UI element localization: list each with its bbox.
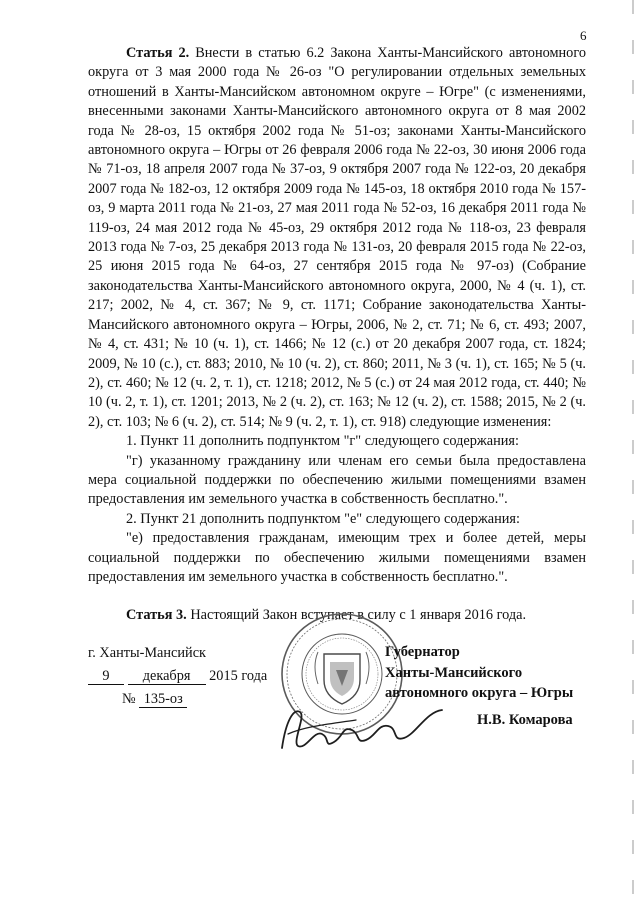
city: г. Ханты-Мансийск <box>88 645 206 661</box>
scan-edge-marks <box>632 0 634 905</box>
signatory-name: Н.В. Комарова <box>477 712 573 728</box>
law-number-value: 135-оз <box>139 691 187 708</box>
place-and-date <box>88 642 288 711</box>
date-month: декабря <box>128 668 206 685</box>
handwritten-signature-icon <box>276 690 446 760</box>
page-number: 6 <box>580 28 587 43</box>
signatory-title-line-1: Губернатор <box>385 644 460 660</box>
article-2-heading: Статья 2. <box>126 45 190 61</box>
date-day: 9 <box>88 668 124 685</box>
article-3-heading: Статья 3. <box>126 607 187 624</box>
date-year: 2015 года <box>209 668 268 684</box>
article-2-intro <box>88 44 586 432</box>
signatory-title-line-2: Ханты-Мансийского <box>385 664 523 681</box>
article-2-intro-text: Внести в статью 6.2 Закона Ханты-Мансийского автономного округа от 3 мая 2000 года № 26-оз "О регулировании отдельных земельных отношений в Ханты-Мансийском автономном округе – Югре" (с изменениями, внесенными законами Ханты-Мансийского автономного округа от 8 мая 2002 года № 28-оз, 15 октября 2002 года № 51-оз; законами Ханты-Мансийского автономного округа – Югры от 26 февраля 2006 года № 22-оз, 30 июня 2006 года № 71-оз, 18 апреля 2007 года № 37-оз, 9 октября 2007 года № 122-оз, 20 декабря 2007 года № 182-оз, 12 октября 2009 года № 145-оз, 18 октября 2010 года № 157-оз, 9 марта 2011 года № 21-оз, 27 мая 2011 года № 52-оз, 16 декабря 2011 года № 119-оз, 24 мая 2012 года № 45-оз, 29 октября 2012 года № 118-оз, 23 февраля 2013 года № 7-оз, 25 декабря 2013 года № 131-оз, 20 февраля 2015 года № 22-оз, 25 июня 2015 года № 64-оз, 27 сентября 2015 года № 97-оз) (Собрание законодательства Ханты-Мансийского автономного округа, 2000, № 4 (ч. 1), ст. 217; 2002, № 4, ст. 367; № 9, ст. 1171; Собрание законодательства Ханты-Мансийского автономного округа – Югры, 2006, № 2, ст. 71; № 6, ст. 493; 2007, № 4, ст. 431; № 10 (ч. 1), ст. 1466; № 12 (с.) от 20 декабря 2007 года, ст. 1824; 2009, № 10 (с.), ст. 883; 2010, № 10 (ч. 2), ст. 860; 2011, № 3 (ч. 1), ст. 165; № 5 (ч. 2), ст. 460; № 12 (ч. 2, т. 1), ст. 1218; 2012, № 5 (с.) от 24 мая 2012 года, ст. 440; № 10 (ч. 2, т. 1), ст. 1201; 2013, № 2 (ч. 2), ст. 163; № 12 (ч. 2), ст. 1588; 2015, № 2 (ч. 2), ст. 103; № 6 (ч. 2), ст. 514; № 9 (ч. 2, т. 1), ст. 918) следующие изменения: <box>88 45 586 430</box>
article-2-item-2: 2. Пункт 21 дополнить подпунктом "е" следующего содержания: <box>126 510 520 527</box>
law-number-prefix: № <box>122 691 136 707</box>
adoption-date <box>88 665 288 688</box>
law-number <box>88 688 288 711</box>
signatory-title-line-3: автономного округа – Югры <box>385 685 574 701</box>
article-3-text: Настоящий Закон вступает в силу с 1 января 2016 года. <box>190 607 527 624</box>
article-2-item-2-text: "е) предоставления гражданам, имеющим трех и более детей, меры социальной поддержки по обеспечению жилыми помещениями взамен предоставления им земельного участка в собственность бесплатно.". <box>88 530 586 585</box>
document-body <box>88 44 586 626</box>
article-2-item-1-text: "г) указанному гражданину или членам его семьи была предоставлена мера социальной поддержки по обеспечению жилыми помещениями взамен предоставления им земельного участка в собственность бесплатно.". <box>88 452 586 508</box>
article-2-item-1: 1. Пункт 11 дополнить подпунктом "г" следующего содержания: <box>126 433 519 450</box>
